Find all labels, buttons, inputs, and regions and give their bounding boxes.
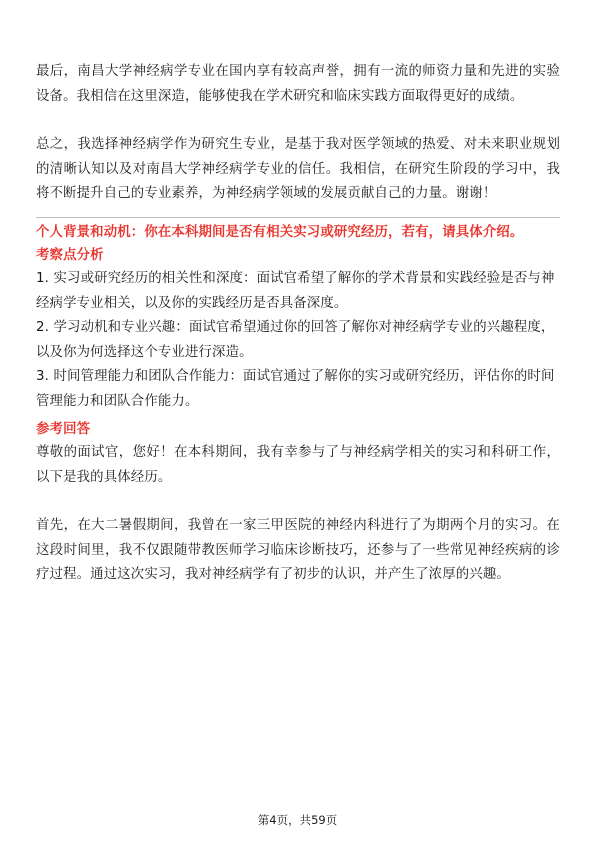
interview-question: 个人背景和动机：你在本科期间是否有相关实习或研究经历，若有，请具体介绍。 [36, 224, 524, 240]
analysis-item: 3. 时间管理能力和团队合作能力：面试官通过了解你的实习或研究经历，评估你的时间管理能力和团队合作能力。 [36, 369, 555, 409]
page-number-footer: 第4页，共59页 [257, 813, 338, 827]
paragraph-conclusion-reputation: 最后，南昌大学神经病学专业在国内享有较高声誉，拥有一流的师资力量和先进的实验设备。我相信在这里深造，能够使我在学术研究和临床实践方面取得更好的成绩。 [36, 64, 560, 104]
analysis-item: 1. 实习或研究经历的相关性和深度：面试官希望了解你的学术背景和实践经验是否与神经病学专业相关，以及你的实践经历是否具备深度。 [36, 271, 555, 311]
paragraph-gap [36, 109, 560, 133]
answer-paragraph-intro: 尊敬的面试官，您好！在本科期间，我有幸参与了与神经病学相关的实习和科研工作，以下是我的具体经历。 [36, 445, 560, 485]
document-page [36, 60, 560, 588]
paragraph-gap [36, 490, 560, 514]
paragraph-summary: 总之，我选择神经病学作为研究生专业，是基于我对医学领域的热爱、对未来职业规划的清晰认知以及对南昌大学神经病学专业的信任。我相信，在研究生阶段的学习中，我将不断提升自己的专业素养，为神经病学领域的发展贡献自己的力量。谢谢！ [36, 137, 560, 201]
analysis-item: 2. 学习动机和专业兴趣：面试官希望通过你的回答了解你对神经病学专业的兴趣程度，以及你为何选择这个专业进行深造。 [36, 320, 555, 360]
analysis-title: 考察点分析 [36, 248, 104, 263]
section-divider [36, 217, 560, 218]
answer-title: 参考回答 [36, 422, 91, 437]
answer-paragraph-internship: 首先，在大二暑假期间，我曾在一家三甲医院的神经内科进行了为期两个月的实习。在这段时间里，我不仅跟随带教医师学习临床诊断技巧，还参与了一些常见神经疾病的诊疗过程。通过这次实习，我对神经病学有了初步的认识，并产生了浓厚的兴趣。 [36, 518, 560, 582]
